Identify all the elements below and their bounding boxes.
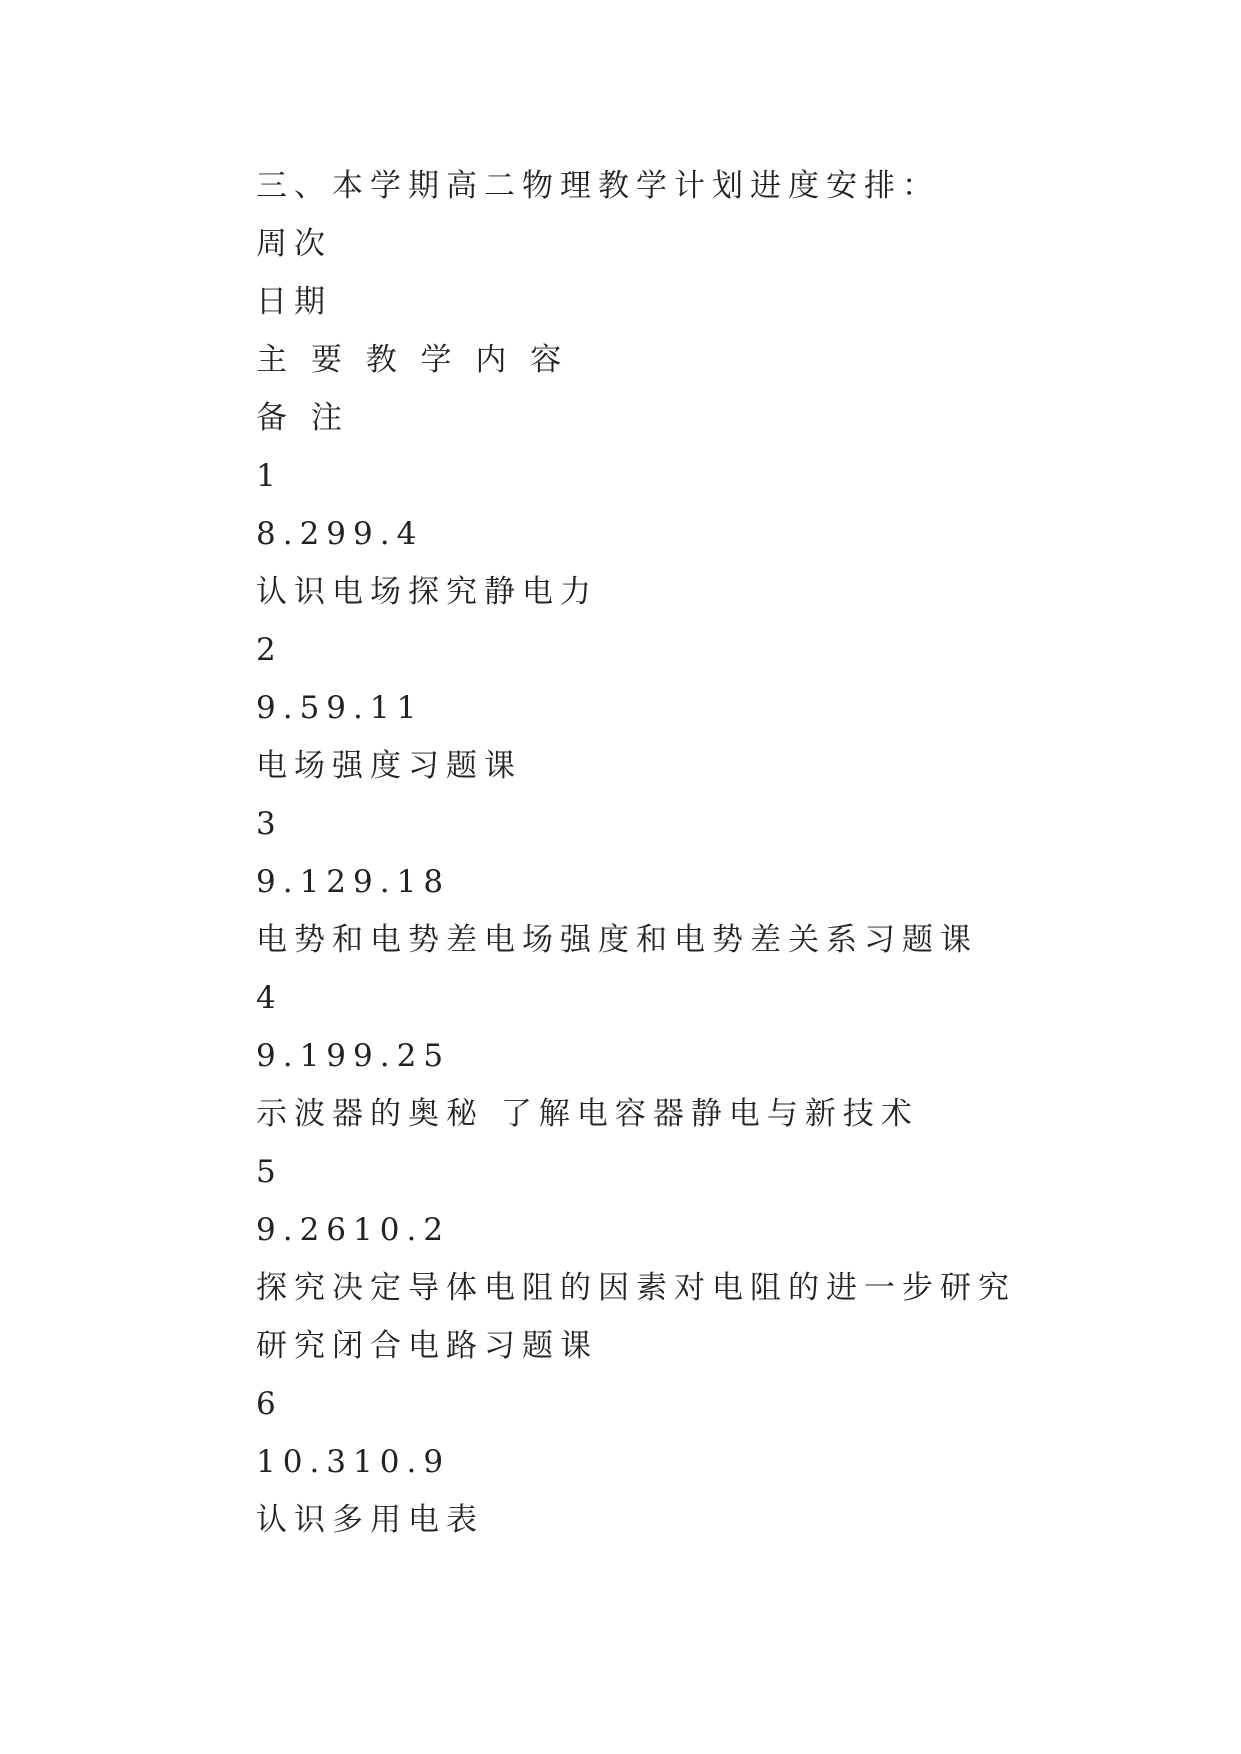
row-5-content-line-1: 探究决定导体电阻的因素对电阻的进一步研究 bbox=[256, 1270, 1016, 1306]
row-3-content: 电势和电势差电场强度和电势差关系习题课 bbox=[256, 922, 978, 958]
row-6-content: 认识多用电表 bbox=[256, 1502, 484, 1538]
row-4-date: 9.199.25 bbox=[256, 1038, 451, 1074]
row-4-week: 4 bbox=[256, 980, 283, 1016]
row-2-week: 2 bbox=[256, 632, 283, 668]
row-5-content-line-2: 研究闭合电路习题课 bbox=[256, 1328, 598, 1364]
row-6-date: 10.310.9 bbox=[256, 1444, 451, 1480]
header-week: 周次 bbox=[256, 226, 332, 262]
row-1-date: 8.299.4 bbox=[256, 516, 424, 552]
row-5-week: 5 bbox=[256, 1154, 283, 1190]
row-5-date: 9.2610.2 bbox=[256, 1212, 451, 1248]
header-remarks: 备 注 bbox=[256, 400, 349, 436]
row-2-content: 电场强度习题课 bbox=[256, 748, 522, 784]
row-4-content: 示波器的奥秘 了解电容器静电与新技术 bbox=[256, 1096, 919, 1132]
row-1-week: 1 bbox=[256, 458, 283, 494]
header-date: 日期 bbox=[256, 284, 332, 320]
row-3-week: 3 bbox=[256, 806, 283, 842]
row-2-date: 9.59.11 bbox=[256, 690, 424, 726]
row-3-date: 9.129.18 bbox=[256, 864, 451, 900]
header-content: 主 要 教 学 内 容 bbox=[256, 342, 569, 378]
row-1-content: 认识电场探究静电力 bbox=[256, 574, 598, 610]
section-heading: 三、本学期高二物理教学计划进度安排： bbox=[256, 168, 940, 204]
row-6-week: 6 bbox=[256, 1386, 283, 1422]
